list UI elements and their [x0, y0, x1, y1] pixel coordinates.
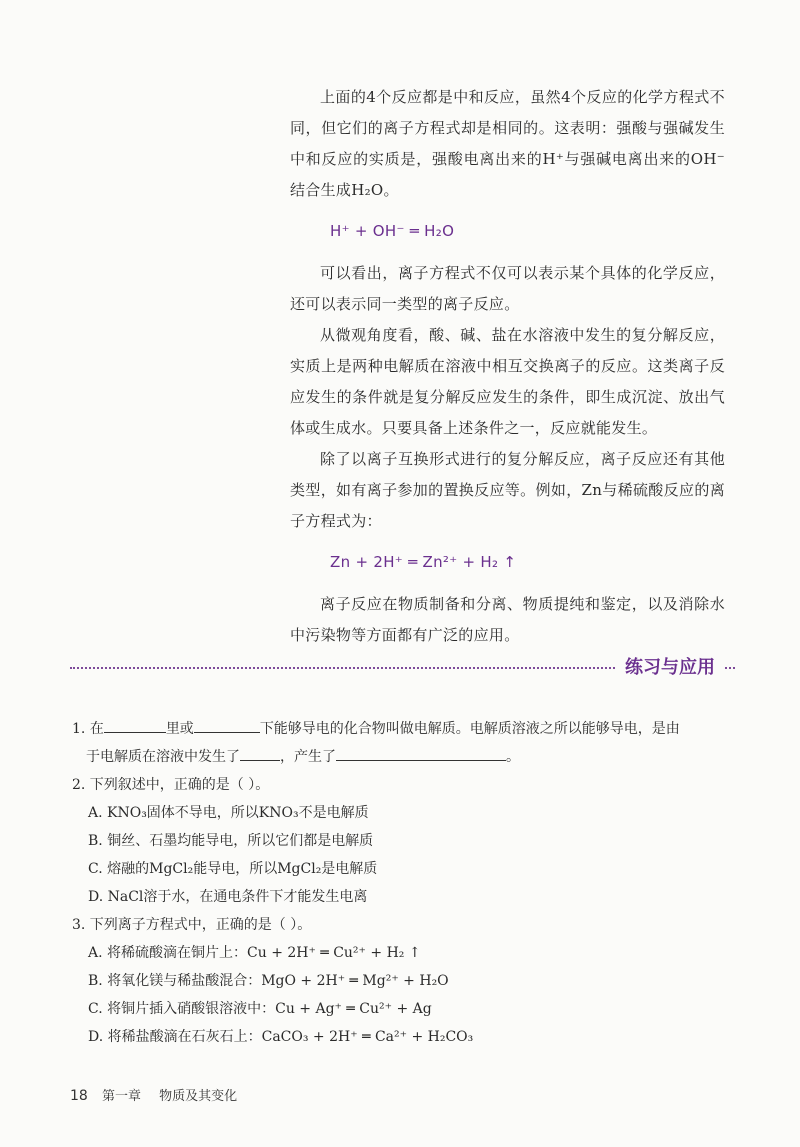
question-text: 里或 [165, 721, 194, 737]
paragraph: 离子反应在物质制备和分离、物质提纯和鉴定，以及消除水中污染物等方面都有广泛的应用。 [290, 595, 725, 644]
question-text: 于电解质在溶液中发生了 [86, 749, 240, 765]
question-stem: 2. 下列叙述中，正确的是（ ）。 [72, 777, 270, 793]
answer-blank[interactable] [336, 744, 506, 761]
question-number: 1. [72, 721, 86, 737]
option-b: B. 铜丝、石墨均能导电，所以它们都是电解质 [88, 833, 374, 849]
paragraph: 从微观角度看，酸、碱、盐在水溶液中发生的复分解反应，实质上是两种电解质在溶液中相互交换离子的反应。这类离子反应发生的条件就是复分解反应发生的条件，即生成沉淀、放出气体或生成水。只要具备上述条件之一，反应就能发生。 [290, 326, 725, 437]
question-text: 下能够导电的化合物叫做电解质。电解质溶液之所以能够导电，是由 [259, 721, 680, 737]
paragraph: 除了以离子互换形式进行的复分解反应，离子反应还有其他类型，如有离子参加的置换反应等。例如，Zn与稀硫酸反应的离子方程式为： [290, 450, 725, 530]
page-footer [70, 1085, 237, 1104]
question-1 [72, 715, 732, 771]
question-3 [72, 911, 732, 1051]
option-c: C. 熔融的MgCl₂能导电，所以MgCl₂是电解质 [88, 861, 378, 877]
chapter-title: 物质及其变化 [159, 1089, 238, 1104]
question-text: 。 [506, 749, 520, 765]
option-d: D. NaCl溶于水，在通电条件下才能发生电离 [88, 889, 368, 905]
equation: Zn + 2H⁺ ═ Zn²⁺ + H₂ ↑ [330, 553, 517, 571]
question-text: 在 [89, 721, 104, 737]
chapter-label: 第一章 [101, 1089, 141, 1104]
section-title: 练习与应用 [625, 657, 715, 678]
dotted-divider [725, 667, 735, 669]
option-a: A. 将稀硫酸滴在铜片上：Cu + 2H⁺ ═ Cu²⁺ + H₂ ↑ [88, 945, 421, 961]
main-text [290, 82, 725, 651]
option-a: A. KNO₃固体不导电，所以KNO₃不是电解质 [88, 805, 369, 821]
paragraph: 可以看出，离子方程式不仅可以表示某个具体的化学反应，还可以表示同一类型的离子反应。 [290, 264, 725, 313]
exercise-list [72, 715, 732, 1051]
question-text: ，产生了 [280, 749, 336, 765]
option-c: C. 将铜片插入硝酸银溶液中：Cu + Ag⁺ ═ Cu²⁺ + Ag [88, 1001, 432, 1017]
option-b: B. 将氧化镁与稀盐酸混合：MgO + 2H⁺ ═ Mg²⁺ + H₂O [88, 973, 449, 989]
equation: H⁺ + OH⁻ ═ H₂O [330, 222, 455, 240]
answer-blank[interactable] [240, 744, 280, 761]
option-d: D. 将稀盐酸滴在石灰石上：CaCO₃ + 2H⁺ ═ Ca²⁺ + H₂CO₃ [88, 1029, 474, 1045]
question-stem: 3. 下列离子方程式中，正确的是（ ）。 [72, 917, 312, 933]
dotted-divider [70, 667, 615, 669]
answer-blank[interactable] [194, 716, 260, 733]
answer-blank[interactable] [104, 716, 166, 733]
page-number: 18 [70, 1088, 88, 1104]
question-2 [72, 771, 732, 911]
section-header [70, 650, 735, 682]
paragraph: 上面的4个反应都是中和反应，虽然4个反应的化学方程式不同，但它们的离子方程式却是相同的。这表明：强酸与强碱发生中和反应的实质是，强酸电离出来的H⁺与强碱电离出来的OH⁻结合生成H₂O。 [290, 88, 725, 199]
